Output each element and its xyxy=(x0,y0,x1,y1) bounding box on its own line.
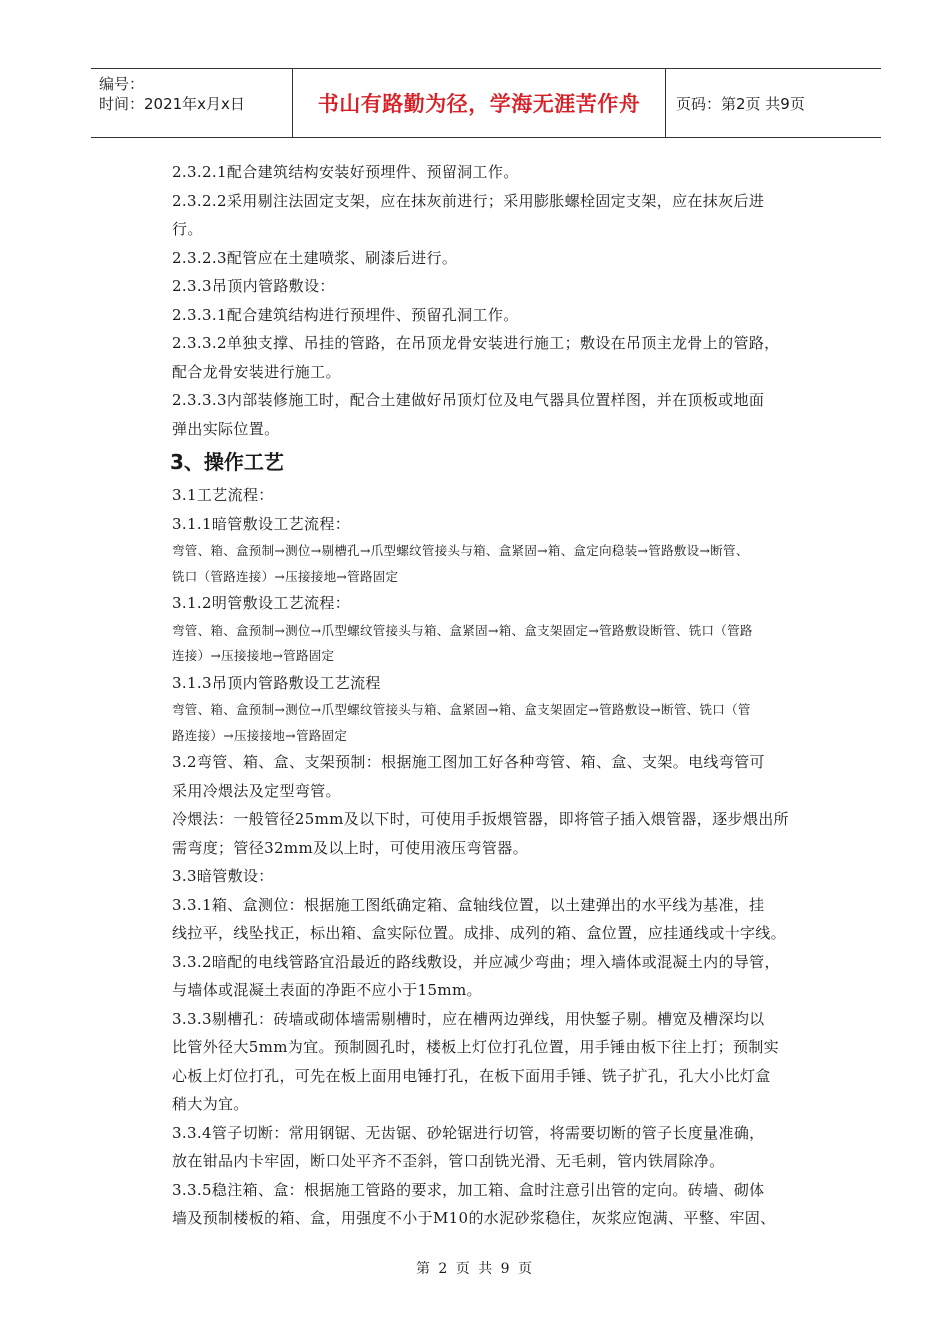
header-motto: 书山有路勤为径，学海无涯苦作舟 xyxy=(293,69,666,137)
time-label: 时间：2021年x月x日 xyxy=(99,95,245,113)
paragraph-line: 心板上灯位打孔，可先在板上面用电锤打孔，在板下面用手锤、铣子扩孔，孔大小比灯盒 xyxy=(172,1066,771,1085)
paragraph-line: 2.3.3.1配合建筑结构进行预埋件、预留孔洞工作。 xyxy=(172,305,519,324)
paragraph-line: 3.3.5稳注箱、盒：根据施工管路的要求，加工箱、盒时注意引出管的定向。砖墙、砌体 xyxy=(172,1180,765,1199)
process-flow-line: 铣口（管路连接）→压接接地→管路固定 xyxy=(172,568,399,584)
process-flow-line: 弯管、箱、盒预制→测位→爪型螺纹管接头与箱、盒紧固→箱、盒支架固定→管路敷设断管、铣口（管路 xyxy=(172,622,753,638)
paragraph-line: 弹出实际位置。 xyxy=(172,419,280,438)
paragraph-line: 3.1.2明管敷设工艺流程： xyxy=(172,594,351,612)
paragraph-line: 3.3.4管子切断：常用钢锯、无齿锯、砂轮锯进行切管，将需要切断的管子长度量准确， xyxy=(172,1123,765,1142)
page-footer: 第 2 页 共 9 页 xyxy=(415,1261,535,1277)
paragraph-line: 2.3.3.3内部装修施工时，配合土建做好吊顶灯位及电气器具位置样图，并在顶板或地面 xyxy=(172,391,765,409)
header-meta-cell xyxy=(91,69,293,137)
paragraph-line: 2.3.2.3配管应在土建喷浆、刷漆后进行。 xyxy=(172,248,458,267)
document-body xyxy=(172,158,852,1233)
paragraph-line: 与墙体或混凝土表面的净距不应小于15mm。 xyxy=(172,981,482,999)
paragraph-line: 放在钳品内卡牢固，断口处平齐不歪斜，管口刮铣光滑、无毛刺，管内铁屑除净。 xyxy=(172,1152,725,1170)
paragraph-line: 3.1.3吊顶内管路敷设工艺流程 xyxy=(172,673,381,692)
section-heading: 3、操作工艺 xyxy=(170,450,284,474)
paragraph-line: 3.2弯管、箱、盒、支架预制：根据施工图加工好各种弯管、箱、盒、支架。电线弯管可 xyxy=(172,753,765,771)
paragraph-line: 3.3.3剔槽孔：砖墙或砌体墙需剔槽时，应在槽两边弹线，用快錾子剔。槽宽及槽深均以 xyxy=(172,1009,765,1028)
paragraph-line: 2.3.2.1配合建筑结构安装好预埋件、预留洞工作。 xyxy=(172,163,519,181)
paragraph-line: 稍大为宜。 xyxy=(172,1095,249,1113)
paragraph-line: 3.3暗管敷设： xyxy=(172,867,274,885)
paragraph-line: 2.3.2.2采用剔注法固定支架，应在抹灰前进行；采用膨胀螺栓固定支架，应在抹灰后进 xyxy=(172,191,765,210)
paragraph-line: 3.3.2暗配的电线管路宜沿最近的路线敷设，并应减少弯曲；埋入墙体或混凝土内的导管， xyxy=(172,952,780,971)
paragraph-line: 墙及预制楼板的箱、盒，用强度不小于M10的水泥砂浆稳住，灰浆应饱满、平整、牢固、 xyxy=(172,1209,776,1227)
process-flow-line: 连接）→压接接地→管路固定 xyxy=(172,648,335,663)
number-label: 编号： xyxy=(99,75,145,93)
paragraph-line: 2.3.3吊顶内管路敷设： xyxy=(172,277,335,295)
paragraph-line: 3.1工艺流程： xyxy=(172,486,274,504)
header-page-label: 页码：第2页 共9页 xyxy=(676,94,805,113)
paragraph-line: 线拉平，线坠找正，标出箱、盒实际位置。成排、成列的箱、盒位置，应挂通线或十字线。 xyxy=(172,924,787,942)
page-header xyxy=(91,68,881,138)
paragraph-line: 2.3.3.2单独支撑、吊挂的管路，在吊顶龙骨安装进行施工；敷设在吊顶主龙骨上的管路， xyxy=(172,334,780,352)
process-flow-line: 弯管、箱、盒预制→测位→爪型螺纹管接头与箱、盒紧固→箱、盒支架固定→管路敷设→断管、铣口（管 xyxy=(172,702,751,717)
paragraph-line: 比管外径大5mm为宜。预制圆孔时，楼板上灯位打孔位置，用手锤由板下往上打；预制实 xyxy=(172,1038,779,1056)
process-flow-line: 弯管、箱、盒预制→测位→剔槽孔→爪型螺纹管接头与箱、盒紧固→箱、盒定向稳装→管路敷设→断管、 xyxy=(172,543,749,558)
paragraph-line: 需弯度；管径32mm及以上时，可使用液压弯管器。 xyxy=(172,838,528,857)
paragraph-line: 行。 xyxy=(172,220,203,238)
paragraph-line: 冷煨法：一般管径25mm及以下时，可使用手扳煨管器，即将管子插入煨管器，逐步煨出所 xyxy=(172,810,789,828)
paragraph-line: 3.1.1暗管敷设工艺流程： xyxy=(172,514,351,533)
paragraph-line: 配合龙骨安装进行施工。 xyxy=(172,362,341,381)
process-flow-line: 路连接）→压接接地→管路固定 xyxy=(172,727,348,743)
paragraph-line: 采用冷煨法及定型弯管。 xyxy=(172,781,341,800)
paragraph-line: 3.3.1箱、盒测位：根据施工图纸确定箱、盒轴线位置，以土建弹出的水平线为基准，挂 xyxy=(172,895,765,914)
